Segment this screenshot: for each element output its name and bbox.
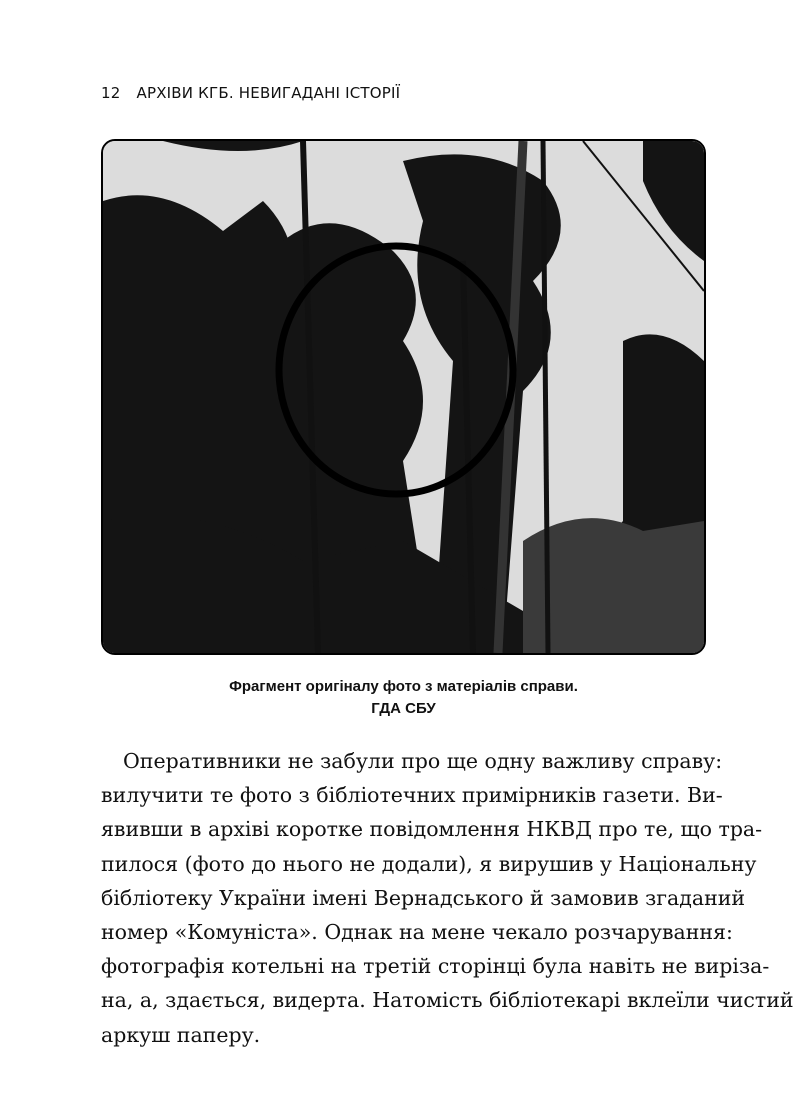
text-line: фотографія котельні на третій сторінці була навіть не виріза- [101,954,770,979]
text-line: Оперативники не забули про ще одну важливу справу: [123,749,723,773]
text-line: на, а, здається, видерта. Натомість бібліотекарі вклеїли чистий [101,988,794,1013]
caption-text: Фрагмент оригіналу фото з матеріалів справи. [229,678,578,695]
text-line: бібліотеку України імені Вернадського й замовив згаданий [101,885,746,910]
text-line: номер «Комуніста». Однак на мене чекало розчарування: [101,919,733,944]
text-line: явивши в архіві коротке повідомлення НКВД про те, що тра- [101,817,763,842]
text-line: аркуш паперу. [101,1022,261,1047]
archive-photo [101,139,706,655]
running-header [101,84,400,102]
page-number: 12 [101,84,121,102]
book-title: АРХІВИ КГБ. НЕВИГАДАНІ ІСТОРІЇ [136,84,401,102]
text-line: вилучити те фото з бібліотечних примірників газети. Ви- [101,783,723,808]
text-line: пилося (фото до нього не додали), я вирушив у Національну [101,851,757,876]
body-paragraph [101,744,794,1052]
figure-caption [101,676,706,720]
caption-source: ГДА СБУ [371,700,436,717]
trees-photo-image [103,141,704,653]
